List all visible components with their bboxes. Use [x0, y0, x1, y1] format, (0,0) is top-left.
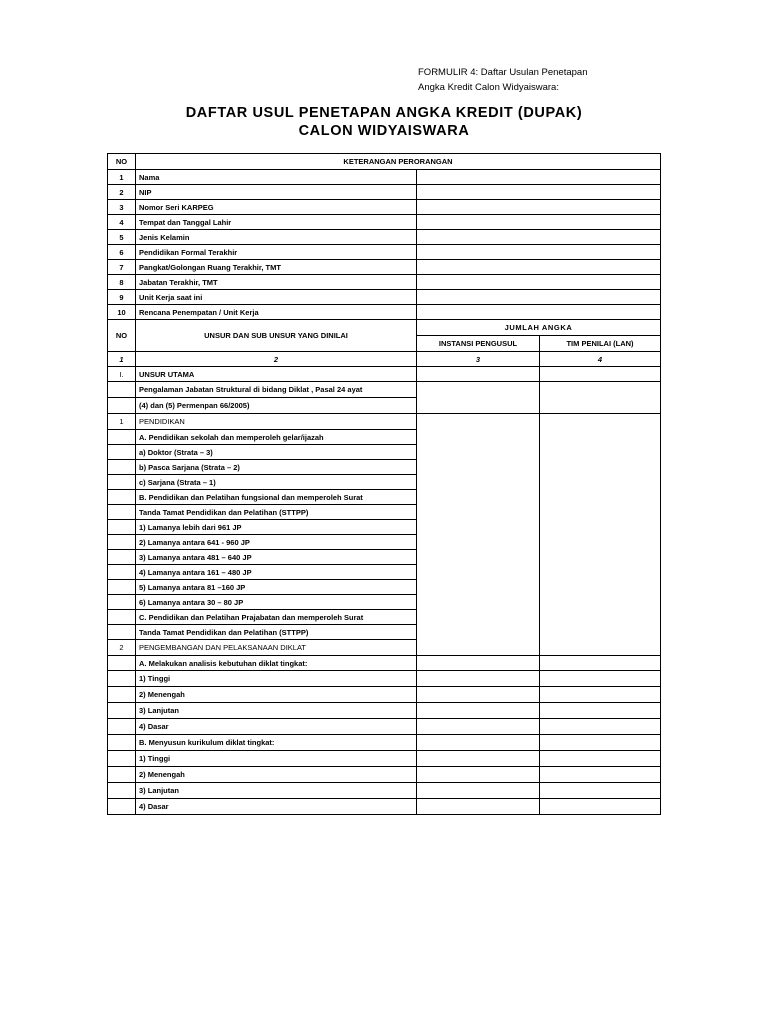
personal-row-label: Rencana Penempatan / Unit Kerja	[136, 305, 417, 320]
personal-row-no: 1	[108, 170, 136, 185]
pendidikan-item-label: 1) Lamanya lebih dari 961 JP	[136, 520, 417, 535]
pengembangan-item-row	[108, 703, 661, 719]
unsur-utama-label: UNSUR UTAMA	[136, 367, 417, 382]
empty-no-cell	[108, 671, 136, 687]
score-col-unsur: UNSUR DAN SUB UNSUR YANG DINILAI	[136, 320, 417, 352]
empty-no-cell	[108, 799, 136, 815]
form-reference-line2: Angka Kredit Calon Widyaiswara:	[418, 82, 559, 93]
instansi-score-field[interactable]	[417, 703, 540, 719]
pengembangan-a-row	[108, 656, 661, 671]
unsur-utama-no: I.	[108, 367, 136, 382]
personal-row-label: Nomor Seri KARPEG	[136, 200, 417, 215]
pendidikan-item-label: 5) Lamanya antara 81 –160 JP	[136, 580, 417, 595]
empty-no-cell	[108, 610, 136, 625]
pengembangan-item-row	[108, 767, 661, 783]
dupak-table	[107, 153, 661, 815]
tim-score-field[interactable]	[540, 656, 661, 671]
instansi-score-field[interactable]	[417, 783, 540, 799]
empty-no-cell	[108, 535, 136, 550]
pendidikan-b-sub-label: Tanda Tamat Pendidikan dan Pelatihan (STTPP)	[136, 505, 417, 520]
pengembangan-item-row	[108, 799, 661, 815]
pengembangan-item-label: 2) Menengah	[136, 767, 417, 783]
personal-row	[108, 245, 661, 260]
pengembangan-item-label: 1) Tinggi	[136, 671, 417, 687]
pengembangan-item-row	[108, 751, 661, 767]
instansi-score-field[interactable]	[417, 767, 540, 783]
personal-row-no: 3	[108, 200, 136, 215]
personal-row-label: Nama	[136, 170, 417, 185]
instansi-score-field[interactable]	[417, 751, 540, 767]
empty-no-cell	[108, 430, 136, 445]
pengembangan-item-label: 3) Lanjutan	[136, 783, 417, 799]
tim-score-field[interactable]	[540, 799, 661, 815]
empty-no-cell	[108, 490, 136, 505]
document-title	[0, 104, 768, 140]
personal-row-value-field[interactable]	[417, 290, 661, 305]
instansi-score-field[interactable]	[417, 414, 540, 656]
personal-row-no: 9	[108, 290, 136, 305]
personal-row-no: 2	[108, 185, 136, 200]
pengembangan-a-label: A. Melakukan analisis kebutuhan diklat tingkat:	[136, 656, 417, 671]
pengembangan-no: 2	[108, 640, 136, 656]
pendidikan-no: 1	[108, 414, 136, 430]
empty-no-cell	[108, 767, 136, 783]
empty-no-cell	[108, 460, 136, 475]
score-header-row	[108, 320, 661, 336]
pengembangan-item-label: 4) Dasar	[136, 719, 417, 735]
pendidikan-item-label: 3) Lamanya antara 481 – 640 JP	[136, 550, 417, 565]
personal-row-label: Jabatan Terakhir, TMT	[136, 275, 417, 290]
unsur-utama-row	[108, 367, 661, 382]
personal-row-no: 7	[108, 260, 136, 275]
pengalaman-label-line2: (4) dan (5) Permenpan 66/2005)	[136, 398, 417, 414]
instansi-score-field[interactable]	[417, 735, 540, 751]
personal-row-label: Unit Kerja saat ini	[136, 290, 417, 305]
personal-row-value-field[interactable]	[417, 260, 661, 275]
pengembangan-item-label: 4) Dasar	[136, 799, 417, 815]
empty-no-cell	[108, 445, 136, 460]
personal-row-label: Jenis Kelamin	[136, 230, 417, 245]
instansi-score-field[interactable]	[417, 671, 540, 687]
pengembangan-b-row	[108, 735, 661, 751]
personal-header-row	[108, 154, 661, 170]
pendidikan-item-label: c) Sarjana (Strata – 1)	[136, 475, 417, 490]
score-col-jumlah: JUMLAH ANGKA	[417, 320, 661, 336]
document-title-line1: DAFTAR USUL PENETAPAN ANGKA KREDIT (DUPAK)	[185, 105, 583, 121]
tim-score-field[interactable]	[540, 735, 661, 751]
score-col-tim: TIM PENILAI (LAN)	[540, 336, 661, 352]
pendidikan-b-label: B. Pendidikan dan Pelatihan fungsional dan memperoleh Surat	[136, 490, 417, 505]
personal-row	[108, 305, 661, 320]
personal-row-value-field[interactable]	[417, 215, 661, 230]
empty-no-cell	[108, 625, 136, 640]
form-reference	[418, 65, 588, 95]
personal-row-value-field[interactable]	[417, 230, 661, 245]
tim-score-field[interactable]	[540, 767, 661, 783]
tim-score-field[interactable]	[540, 687, 661, 703]
instansi-score-field[interactable]	[417, 799, 540, 815]
pendidikan-a-label: A. Pendidikan sekolah dan memperoleh gelar/ijazah	[136, 430, 417, 445]
personal-row-label: Tempat dan Tanggal Lahir	[136, 215, 417, 230]
empty-no-cell	[108, 783, 136, 799]
column-number-4: 4	[540, 352, 661, 367]
pengembangan-title: PENGEMBANGAN DAN PELAKSANAAN DIKLAT	[136, 640, 417, 656]
pendidikan-item-label: a) Doktor (Strata – 3)	[136, 445, 417, 460]
pengembangan-item-row	[108, 783, 661, 799]
empty-no-cell	[108, 475, 136, 490]
pengembangan-item-row	[108, 719, 661, 735]
pendidikan-title-row	[108, 414, 661, 430]
personal-row	[108, 200, 661, 215]
personal-row	[108, 275, 661, 290]
personal-row-value-field[interactable]	[417, 200, 661, 215]
document-title-line2: CALON WIDYAISWARA	[298, 123, 470, 139]
personal-col-no: NO	[108, 154, 136, 170]
pengembangan-item-row	[108, 687, 661, 703]
form-reference-line1: FORMULIR 4: Daftar Usulan Penetapan	[418, 67, 588, 78]
personal-row	[108, 230, 661, 245]
empty-no-cell	[108, 580, 136, 595]
personal-row-label: NIP	[136, 185, 417, 200]
personal-row-no: 10	[108, 305, 136, 320]
personal-row-value-field[interactable]	[417, 170, 661, 185]
instansi-score-field[interactable]	[417, 719, 540, 735]
column-number-3: 3	[417, 352, 540, 367]
pengembangan-item-label: 2) Menengah	[136, 687, 417, 703]
tim-score-field[interactable]	[540, 367, 661, 382]
personal-row-value-field[interactable]	[417, 275, 661, 290]
column-number-row	[108, 352, 661, 367]
score-col-instansi: INSTANSI PENGUSUL	[417, 336, 540, 352]
pendidikan-item-label: 2) Lamanya antara 641 - 960 JP	[136, 535, 417, 550]
pendidikan-c-sub-label: Tanda Tamat Pendidikan dan Pelatihan (STTPP)	[136, 625, 417, 640]
pengalaman-row	[108, 382, 661, 398]
pendidikan-item-label: 4) Lamanya antara 161 – 480 JP	[136, 565, 417, 580]
pengembangan-item-row	[108, 671, 661, 687]
pendidikan-c-label: C. Pendidikan dan Pelatihan Prajabatan dan memperoleh Surat	[136, 610, 417, 625]
empty-no-cell	[108, 565, 136, 580]
tim-score-field[interactable]	[540, 703, 661, 719]
personal-row	[108, 260, 661, 275]
empty-no-cell	[108, 398, 136, 414]
personal-row	[108, 290, 661, 305]
pendidikan-item-label: b) Pasca Sarjana (Strata – 2)	[136, 460, 417, 475]
personal-row-value-field[interactable]	[417, 245, 661, 260]
personal-row-value-field[interactable]	[417, 185, 661, 200]
score-col-no: NO	[108, 320, 136, 352]
tim-score-field[interactable]	[540, 671, 661, 687]
personal-row-label: Pangkat/Golongan Ruang Terakhir, TMT	[136, 260, 417, 275]
empty-no-cell	[108, 687, 136, 703]
instansi-score-field[interactable]	[417, 367, 540, 382]
personal-col-keterangan: KETERANGAN PERORANGAN	[136, 154, 661, 170]
empty-no-cell	[108, 703, 136, 719]
personal-row-no: 8	[108, 275, 136, 290]
empty-no-cell	[108, 595, 136, 610]
pengembangan-b-label: B. Menyusun kurikulum diklat tingkat:	[136, 735, 417, 751]
tim-score-field[interactable]	[540, 382, 661, 414]
column-number-2: 2	[136, 352, 417, 367]
column-number-1: 1	[108, 352, 136, 367]
pendidikan-title: PENDIDIKAN	[136, 414, 417, 430]
empty-no-cell	[108, 505, 136, 520]
empty-no-cell	[108, 382, 136, 398]
pendidikan-item-label: 6) Lamanya antara 30 – 80 JP	[136, 595, 417, 610]
tim-score-field[interactable]	[540, 751, 661, 767]
empty-no-cell	[108, 719, 136, 735]
instansi-score-field[interactable]	[417, 382, 540, 414]
personal-row-no: 4	[108, 215, 136, 230]
pengalaman-label-line1: Pengalaman Jabatan Struktural di bidang Diklat , Pasal 24 ayat	[136, 382, 417, 398]
personal-row	[108, 170, 661, 185]
personal-row-no: 5	[108, 230, 136, 245]
pengembangan-item-label: 3) Lanjutan	[136, 703, 417, 719]
personal-row	[108, 185, 661, 200]
personal-row-label: Pendidikan Formal Terakhir	[136, 245, 417, 260]
empty-no-cell	[108, 735, 136, 751]
tim-score-field[interactable]	[540, 783, 661, 799]
empty-no-cell	[108, 751, 136, 767]
empty-no-cell	[108, 520, 136, 535]
personal-row	[108, 215, 661, 230]
tim-score-field[interactable]	[540, 414, 661, 656]
tim-score-field[interactable]	[540, 719, 661, 735]
empty-no-cell	[108, 656, 136, 671]
pengembangan-item-label: 1) Tinggi	[136, 751, 417, 767]
personal-row-no: 6	[108, 245, 136, 260]
instansi-score-field[interactable]	[417, 687, 540, 703]
personal-row-value-field[interactable]	[417, 305, 661, 320]
instansi-score-field[interactable]	[417, 656, 540, 671]
empty-no-cell	[108, 550, 136, 565]
